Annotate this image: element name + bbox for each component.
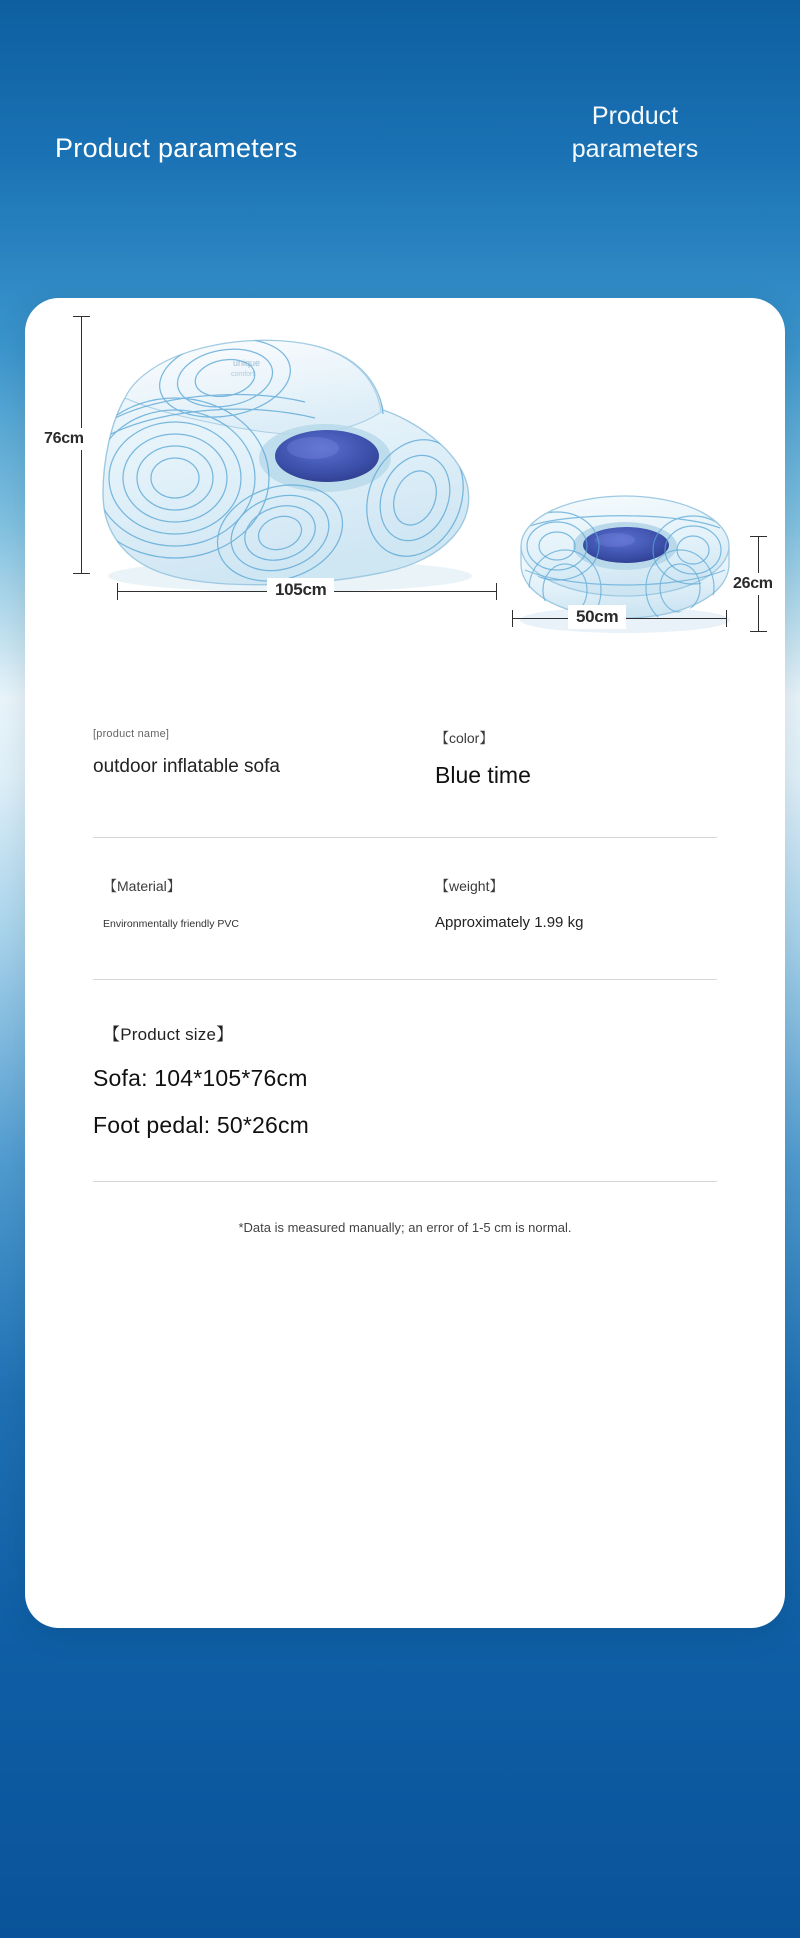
spec-row-name-color bbox=[25, 718, 785, 789]
spec-key-weight: 【weight】 bbox=[435, 878, 504, 894]
spec-value-size-pedal: Foot pedal: 50*26cm bbox=[93, 1112, 310, 1138]
spec-value-weight: Approximately 1.99 kg bbox=[435, 914, 584, 931]
dimension-label-pedal-height: 26cm bbox=[730, 573, 776, 595]
spec-cell-color bbox=[405, 728, 717, 789]
product-diagram bbox=[25, 298, 785, 718]
parameters-card bbox=[25, 298, 785, 1628]
spec-value-product-name: outdoor inflatable sofa bbox=[93, 756, 280, 777]
page-title-secondary-line2: parameters bbox=[571, 135, 699, 163]
svg-text:unique: unique bbox=[233, 358, 261, 368]
spec-row-size bbox=[25, 980, 785, 1139]
spec-table bbox=[25, 718, 785, 1235]
spec-value-size-sofa: Sofa: 104*105*76cm bbox=[93, 1065, 308, 1091]
spec-value-color: Blue time bbox=[435, 762, 531, 788]
spec-key-product-name: [product name] bbox=[93, 728, 170, 740]
product-illustration-svg bbox=[25, 298, 785, 718]
spec-cell-product-name bbox=[93, 728, 405, 789]
page-title: Product parameters bbox=[55, 133, 298, 163]
spec-row-material-weight bbox=[25, 838, 785, 931]
page-header bbox=[0, 0, 800, 290]
spec-key-color: 【color】 bbox=[435, 730, 494, 746]
measurement-note: *Data is measured manually; an error of 1-5 cm is normal. bbox=[238, 1220, 572, 1235]
page-title-secondary bbox=[520, 100, 750, 166]
spec-cell-material bbox=[93, 876, 405, 931]
spec-value-material: Environmentally friendly PVC bbox=[103, 918, 239, 930]
dimension-label-sofa-width: 105cm bbox=[267, 578, 334, 602]
dimension-label-sofa-height: 76cm bbox=[41, 428, 87, 450]
page-title-secondary-line1: Product bbox=[591, 102, 679, 130]
spec-cell-weight bbox=[405, 876, 717, 931]
spec-key-product-size: 【Product size】 bbox=[103, 1025, 234, 1044]
svg-text:comfort: comfort bbox=[231, 371, 255, 378]
spec-key-material: 【Material】 bbox=[103, 878, 181, 894]
dimension-label-pedal-width: 50cm bbox=[568, 605, 626, 629]
